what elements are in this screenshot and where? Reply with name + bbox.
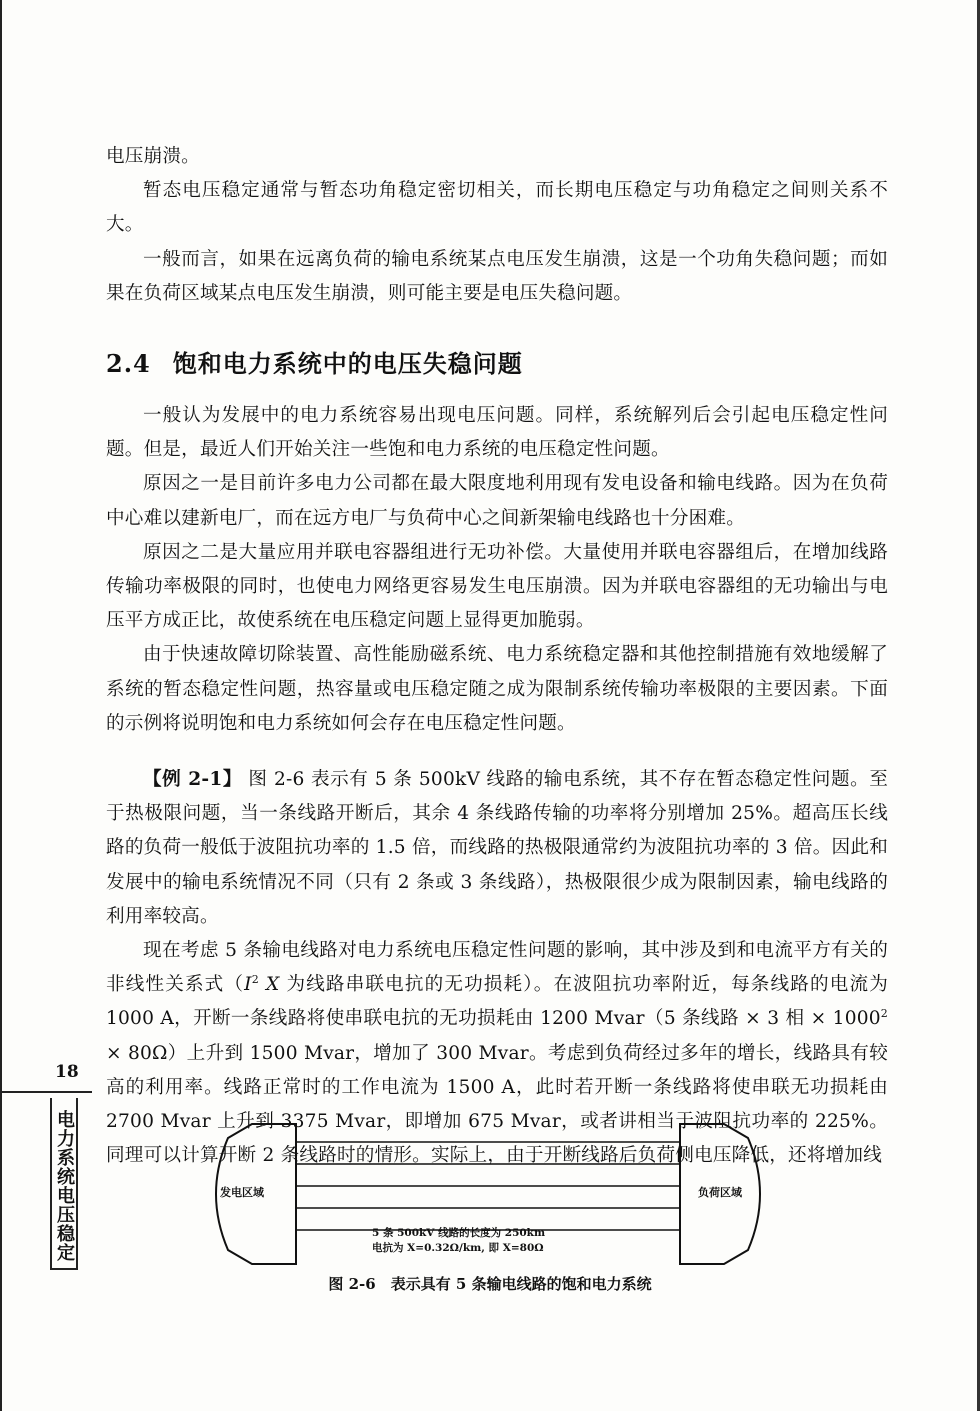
page-edge-left — [0, 0, 2, 1411]
example-paragraph-1 — [106, 763, 888, 934]
side-rule — [0, 1091, 92, 1093]
section-paragraph-4: 由于快速故障切除装置、高性能励磁系统、电力系统稳定器和其他控制措施有效地缓解了系统的暂态稳定性问题，热容量或电压稳定随之成为限制系统传输功率极限的主要因素。下面的示例将说明饱和电力系统如何会存在电压稳定性问题。 — [106, 644, 888, 734]
line-reactance-text: 电抗为 X=0.32Ω/km, 即 X=80Ω — [372, 1242, 544, 1254]
book-title-tab: 电力系统电压稳定 — [50, 1098, 78, 1270]
section-title: 饱和电力系统中的电压失稳问题 — [172, 349, 523, 379]
transmission-lines — [296, 1142, 680, 1230]
section-paragraph-2: 原因之一是目前许多电力公司都在最大限度地利用现有发电设备和输电线路。因为在负荷中心难以建新电厂，而在远方电厂与负荷中心之间新架输电线路也十分困难。 — [106, 473, 888, 529]
figure-2-6 — [200, 1120, 800, 1270]
section-number: 2.4 — [106, 349, 151, 379]
current-symbol: I — [244, 974, 252, 996]
section-paragraph-3: 原因之二是大量应用并联电容器组进行无功补偿。大量使用并联电容器组后，在增加线路传输功率极限的同时，也使电力网络更容易发生电压崩溃。因为并联电容器组的无功输出与电压平方成正比，故使系统在电压稳定问题上显得更加脆弱。 — [106, 541, 888, 632]
body-text — [106, 140, 888, 1173]
load-area-label: 负荷区域 — [698, 1186, 742, 1199]
reactance-symbol: X — [258, 974, 280, 996]
example-text: 图 2-6 表示有 5 条 500kV 线路的输电系统，其不存在暂态稳定性问题。至于热极限问题，当一条线路开断后，其余 4 条线路传输的功率将分别增加 25%。超高压长线路的负荷一般低于波阻抗功率的 1.5 倍，而线路的热极限通常约为波阻抗功率的 3 倍。因此和发展中的输电系统情况不同（只有 2 条或 3 条线路），热极限很少成为限制因素，输电线路的利用率较高。 — [106, 769, 888, 927]
intro-paragraph-1: 电压崩溃。 — [106, 146, 200, 167]
intro-paragraph-2: 暂态电压稳定通常与暂态功角稳定密切相关，而长期电压稳定与功角稳定之间则关系不大。 — [106, 180, 888, 236]
intro-paragraph-3: 一般而言，如果在远离负荷的输电系统某点电压发生崩溃，这是一个功角失稳问题；而如果在负荷区域某点电压发生崩溃，则可能主要是电压失稳问题。 — [106, 248, 888, 304]
example-label: 【例 2-1】 — [143, 769, 242, 791]
example-text-a: 现在考虑 5 条输电线路对电力系统电压稳定性问题的影响，其中涉及到和电流平方有关的非线性关系式（ — [106, 940, 888, 996]
section-paragraph-1: 一般认为发展中的电力系统容易出现电压问题。同样，系统解列后会引起电压稳定性问题。但是，最近人们开始关注一些饱和电力系统的电压稳定性问题。 — [106, 405, 888, 461]
generation-area-label: 发电区域 — [220, 1186, 264, 1199]
superscript: 2 — [251, 973, 259, 987]
page-number: 18 — [55, 1062, 79, 1082]
superscript: 2 — [880, 1007, 888, 1021]
section-heading — [106, 347, 888, 381]
example-text-c: × 80Ω）上升到 1500 Mvar，增加了 300 Mvar。考虑到负荷经过多年的增长，线路具有较高的利用率。线路正常时的工作电流为 1500 A，此时若开断一条线路将使串联无功损耗由 2700 Mvar 上升到 3375 Mvar，即增加 675 Mvar，或者讲相当于波阻抗功率的 225%。同理可以计算开断 2 条线路时的情形。实际上，由于开断线路后负荷侧电压降低，还将增加线 — [106, 1042, 888, 1167]
paragraph-gap — [106, 741, 888, 763]
line-parameters-note — [372, 1226, 545, 1256]
figure-caption: 图 2-6 表示具有 5 条输电线路的饱和电力系统 — [328, 1275, 652, 1293]
example-text-b: 为线路串联电抗的无功损耗）。在波阻抗功率附近，每条线路的电流为 1000 A，开断一条线路将使串联电抗的无功损耗由 1200 Mvar（5 条线路 × 3 相 × 1000 — [106, 974, 888, 1030]
line-length-text: 5 条 500kV 线路的长度为 250km — [372, 1227, 546, 1239]
